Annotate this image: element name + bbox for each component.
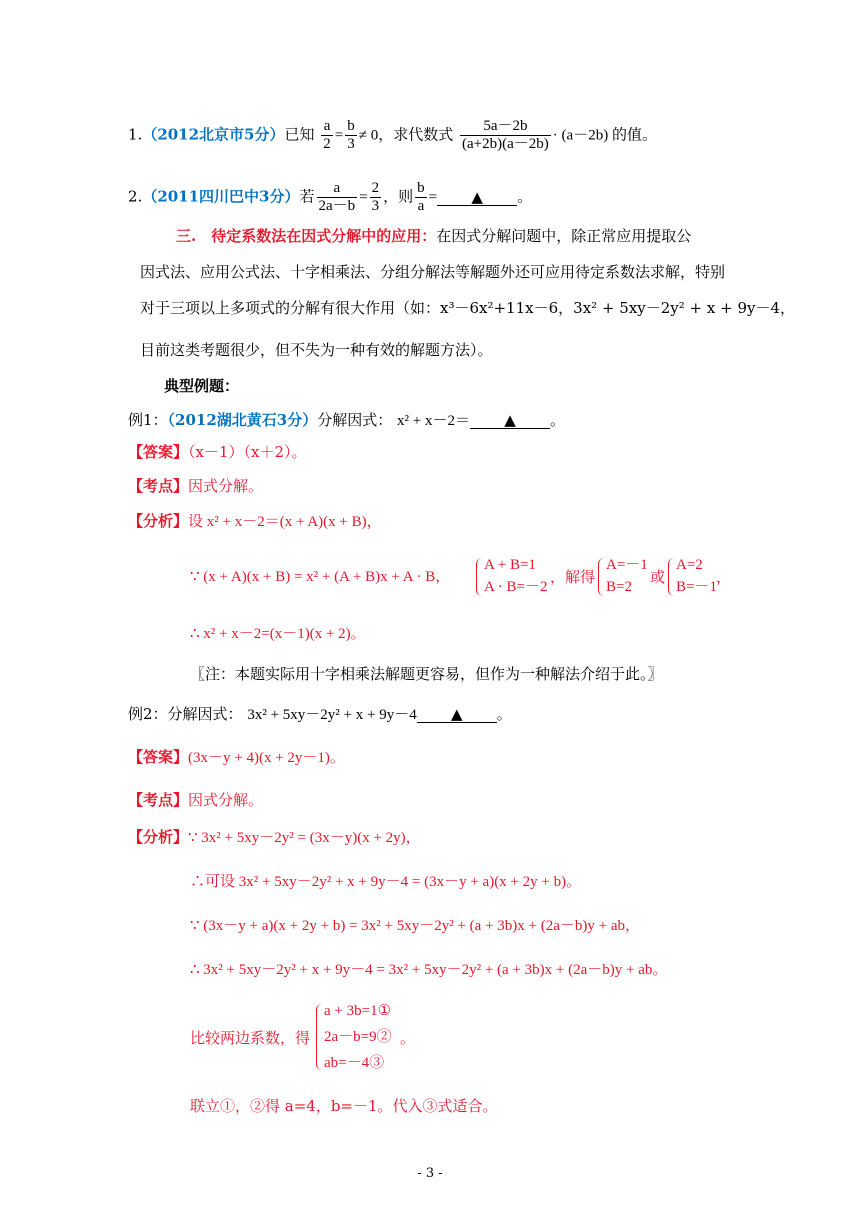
q2-number: 2. <box>128 187 143 206</box>
q1-expression-fraction: $\frac{5a-2b}{(a+2b)(a-2b)}$ <box>462 118 549 152</box>
ex1-comma: ， <box>716 568 732 586</box>
ex1-system-2-line1: A=－1 <box>606 557 648 573</box>
ex2-point-text: 因式分解。 <box>188 791 264 809</box>
ex2-analysis-line2: ∴可设 3x² + 5xy－2y² + x + 9y－4 = (3x－y + a)(x + 2y + b)。 <box>190 874 582 890</box>
ex1-analysis-line3: ∴ x² + x－2=(x－1)(x + 2)。 <box>190 626 366 642</box>
ex1-or-label: 或 <box>650 568 666 586</box>
example-1-question: 例1：（2012湖北黄石3分）分解因式： x² + x－2＝ ▲ 。 <box>128 411 566 429</box>
ex1-analysis-a1: 设 x² + x－2＝(x + A)(x + B)， <box>188 514 382 530</box>
ex2-analysis-tag: 【分析】 <box>128 830 189 846</box>
q2-answer-blank: ▲ <box>437 189 517 206</box>
ex2-answer <box>128 748 345 768</box>
section3-line4: 目前这类考题很少，但不失为一种有效的解题方法）。 <box>140 341 493 359</box>
q2-source: （2011四川巴中3分） <box>142 187 300 206</box>
q1-source: （2012北京市5分） <box>142 125 285 144</box>
ex1-analysis-line2: ∵ (x + A)(x + B) = x² + (A + B)x + A · B， <box>190 569 451 585</box>
ex1-point-text: 因式分解。 <box>188 477 264 495</box>
q1-number: 1. <box>128 125 143 144</box>
ex1-note: 〖注：本题实际用十字相乘法解题更容易，但作为一种解法介绍于此。〗 <box>190 665 663 683</box>
section3-text1: 在因式分解问题中，除正常应用提取公 <box>436 227 692 245</box>
ex1-analysis-tag: 【分析】 <box>128 514 189 530</box>
ex2-system-line1: a + 3b=1① <box>324 1003 392 1019</box>
ex1-analysis-line1 <box>128 512 382 532</box>
ex1-system-3-line2: B=－1 <box>676 579 717 595</box>
ex2-task: 分解因式： <box>167 705 243 723</box>
ex2-expression: 3x² + 5xy－2y² + x + 9y－4 <box>247 707 417 723</box>
ex1-answer-text: （x－1）（x＋2）。 <box>188 443 307 461</box>
q1-condition: ≠ 0，求代数式 <box>358 127 454 144</box>
ex2-system-brace <box>316 1004 323 1070</box>
ex2-answer-text: (3x－y + 4)(x + 2y－1)。 <box>188 750 345 766</box>
examples-heading: 典型例题： <box>164 377 240 395</box>
ex1-system-2 <box>598 556 658 600</box>
q2-mid: ，则 <box>383 187 414 206</box>
ex2-analysis-line1 <box>128 828 421 848</box>
ex1-answer <box>128 442 307 462</box>
ex2-analysis-line4: ∴ 3x² + 5xy－2y² + x + 9y－4 = 3x² + 5xy－2y² + (a + 3b)x + (2a－b)y + ab。 <box>190 962 668 978</box>
ex1-system-3-line1: A=2 <box>676 557 703 573</box>
ex2-point-tag: 【考点】 <box>128 791 189 809</box>
section3-line2: 因式法、应用公式法、十字相乘法、分组分解法等解题外还可应用待定系数法求解，特别 <box>140 263 726 281</box>
q2-pre: 若 <box>299 187 315 206</box>
q1-fraction-b-3: $\frac{b}{3}$ <box>347 118 355 152</box>
ex1-expression: x² + x－2＝ <box>397 413 470 429</box>
ex2-answer-blank: ▲ <box>417 706 497 723</box>
ex2-point <box>128 790 263 810</box>
ex1-system-3-brace <box>668 558 675 596</box>
ex1-system-1-line1: A + B=1 <box>484 557 536 573</box>
section3-line3: 对于三项以上多项式的分解有很大作用（如：x³－6x²+11x－6，3x² + 5xy－2y² + x + 9y－4， <box>140 299 796 317</box>
section3-heading: 三. 待定系数法在因式分解中的应用： <box>176 227 437 245</box>
ex1-task: 分解因式： <box>317 411 393 429</box>
q1-fraction-a-2: $\frac{a}{2}$ <box>323 118 331 152</box>
ex2-compare-label: 比较两边系数，得 <box>190 1029 311 1047</box>
ex2-system-end: 。 <box>400 1029 416 1047</box>
ex1-system-2-brace <box>598 558 605 596</box>
example-2-question: 例2：分解因式： 3x² + 5xy－2y² + x + 9y－4 ▲ 。 <box>128 705 512 723</box>
ex1-answer-blank: ▲ <box>470 412 550 429</box>
ex1-answer-tag: 【答案】 <box>128 443 189 461</box>
q2-fraction-2: $\frac{2}{3}$ <box>371 180 380 214</box>
ex1-label: 例1： <box>128 411 168 429</box>
ex1-point-tag: 【考点】 <box>128 477 189 495</box>
page-number: - 3 - <box>417 1166 443 1181</box>
ex2-system-line2: 2a－b=9② <box>324 1029 392 1045</box>
ex2-answer-tag: 【答案】 <box>128 750 189 766</box>
q1-pre: 已知 <box>284 125 315 144</box>
ex2-analysis-a1: ∵ 3x² + 5xy－2y² = (3x－y)(x + 2y)， <box>188 830 421 846</box>
ex1-source: （2012湖北黄石3分） <box>167 411 318 429</box>
q1-post: · (a－2b) 的值。 <box>552 127 657 144</box>
q2-fraction-b-a: $\frac{b}{a}$ <box>417 180 425 214</box>
ex1-point <box>128 476 263 496</box>
ex1-system-1-line2: A · B=－2 <box>484 579 548 595</box>
ex2-system-line3: ab=－4③ <box>324 1055 385 1071</box>
ex1-system-1 <box>476 556 556 600</box>
ex1-system-1-brace <box>476 558 483 596</box>
ex1-solve-label: ，解得 <box>550 568 596 586</box>
question-1: 1.（2012北京市5分）已知 $\frac{a}{2}$ = $\frac{b}{3}$ ≠ 0，求代数式 $\frac{5a-2b}{(a+2b)(a-2b)}$ · (a－2b) 的值。 <box>128 118 657 152</box>
q2-fraction-1: $\frac{a}{2a-b}$ <box>318 180 356 214</box>
question-2: 2.（2011四川巴中3分）若 $\frac{a}{2a-b}$ = $\frac{2}{3}$ ，则 $\frac{b}{a}$ = ▲ 。 <box>128 180 533 214</box>
ex2-conclusion: 联立①，②得 a=4，b=－1。代入③式适合。 <box>190 1097 498 1115</box>
section3-line1 <box>176 226 691 246</box>
ex2-label: 例2： <box>128 705 168 723</box>
ex2-analysis-line3: ∵ (3x－y + a)(x + 2y + b) = 3x² + 5xy－2y² + (a + 3b)x + (2a－b)y + ab， <box>190 918 641 934</box>
ex1-system-2-line2: B=2 <box>606 579 632 595</box>
